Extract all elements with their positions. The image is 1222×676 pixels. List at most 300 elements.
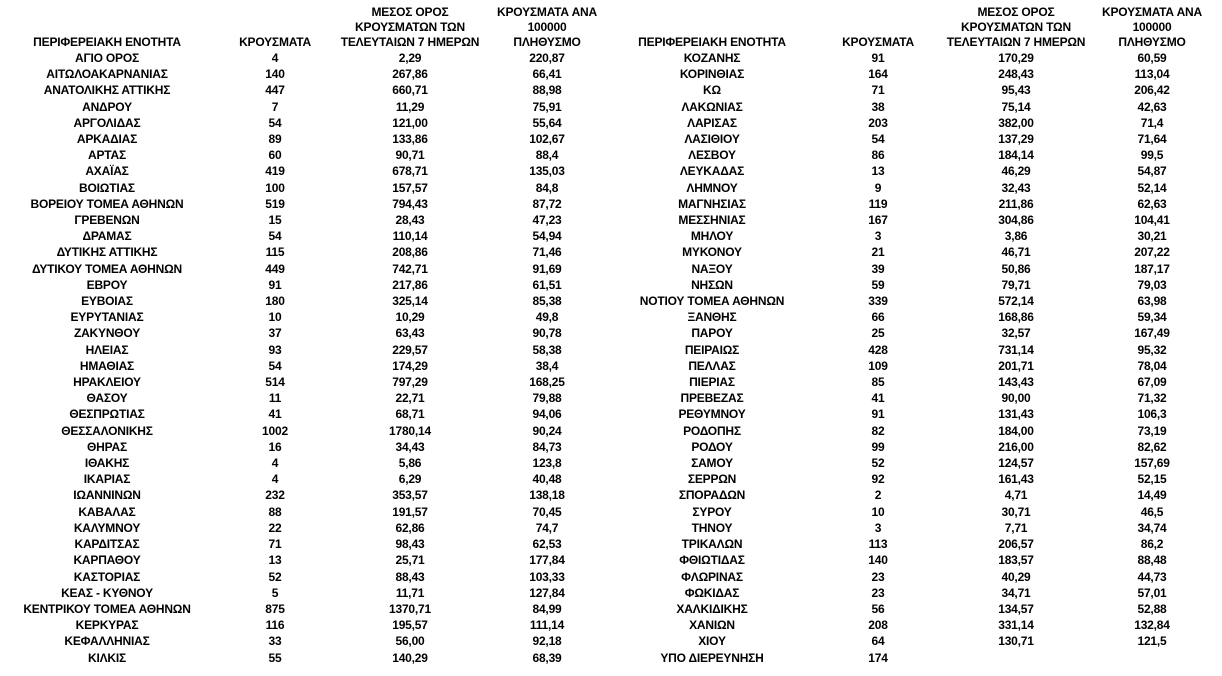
table-row [4, 244, 1218, 260]
left-per-100k-cell: 66,41 [532, 67, 562, 82]
right-per-100k-cell: 62,63 [1137, 196, 1167, 211]
left-region-cell: ΚΑΣΤΟΡΙΑΣ [73, 569, 141, 584]
left-cases-cell: 89 [268, 132, 282, 147]
left-region-cell: ΑΡΚΑΔΙΑΣ [76, 132, 138, 147]
right-cases-cell: 2 [874, 488, 882, 503]
right-cases-cell: 86 [871, 148, 885, 163]
table-row [4, 569, 1218, 585]
table-row [4, 536, 1218, 552]
right-avg-7day-cell: 3,86 [1004, 229, 1028, 244]
left-avg-7day-cell: 90,71 [395, 148, 425, 163]
right-region-cell: ΜΑΓΝΗΣΙΑΣ [678, 196, 746, 211]
table-row [4, 261, 1218, 277]
right-region-cell: ΡΕΘΥΜΝΟΥ [678, 407, 746, 422]
left-avg-7day-cell: 157,57 [392, 180, 428, 195]
table-row [4, 66, 1218, 82]
right-cases-cell: 38 [871, 99, 885, 114]
table-row [4, 212, 1218, 228]
table-row [4, 196, 1218, 212]
table-row [4, 115, 1218, 131]
right-cases-cell: 109 [868, 358, 888, 373]
right-region-cell: ΝΗΣΩΝ [691, 277, 733, 292]
left-avg-7day-cell: 25,71 [395, 553, 425, 568]
left-region-cell: ΑΡΓΟΛΙΔΑΣ [73, 115, 141, 130]
right-region-cell: ΦΘΙΩΤΙΔΑΣ [679, 553, 745, 568]
right-avg-7day-cell: 50,86 [1001, 261, 1031, 276]
left-region-cell: ΚΑΛΥΜΝΟΥ [73, 520, 141, 535]
right-per-100k-cell: 121,5 [1137, 634, 1167, 649]
right-region-cell: ΣΥΡΟΥ [692, 504, 732, 519]
right-avg-7day-cell: 143,43 [998, 375, 1034, 390]
right-region-cell: ΞΑΝΘΗΣ [687, 310, 737, 325]
table-row [4, 342, 1218, 358]
left-avg-7day-cell: 140,29 [392, 650, 428, 665]
left-region-cell: ΚΕΝΤΡΙΚΟΥ ΤΟΜΕΑ ΑΘΗΝΩΝ [23, 601, 191, 616]
right-per-100k-cell: 206,42 [1134, 83, 1170, 98]
right-avg-7day-cell: 331,14 [998, 618, 1034, 633]
left-cases-cell: 100 [265, 180, 285, 195]
left-per-100k-cell: 220,87 [529, 51, 565, 65]
right-region-cell: ΥΠΟ ΔΙΕΡΕΥΝΗΣΗ [660, 650, 764, 665]
right-region-cell: ΜΗΛΟΥ [690, 229, 734, 244]
right-per-100k-cell: 30,21 [1137, 229, 1167, 244]
right-cases-cell: 174 [868, 650, 888, 665]
left-cases-cell: 91 [268, 277, 282, 292]
left-per-100k-cell: 40,48 [532, 472, 562, 487]
right-cases-cell: 59 [871, 277, 885, 292]
right-per-100k-cell: 73,19 [1137, 423, 1167, 438]
right-per-100k-cell: 86,2 [1140, 537, 1164, 552]
right-avg-7day-cell: 34,71 [1001, 585, 1031, 600]
right-avg-7day-cell: 731,14 [998, 342, 1034, 357]
left-region-cell: ΑΓΙΟ ΟΡΟΣ [75, 51, 139, 65]
left-avg-7day-cell: 208,86 [392, 245, 428, 260]
left-avg-7day-cell: 110,14 [392, 229, 428, 244]
table-row [4, 309, 1218, 325]
left-region-cell: ΓΡΕΒΕΝΩΝ [74, 213, 140, 228]
left-region-cell: ΖΑΚΥΝΘΟΥ [73, 326, 141, 341]
right-per-100k-cell: 52,15 [1137, 472, 1167, 487]
table-row [4, 406, 1218, 422]
right-region-cell: ΚΩ [703, 83, 721, 98]
left-region-cell: ΔΥΤΙΚΟΥ ΤΟΜΕΑ ΑΘΗΝΩΝ [32, 261, 182, 276]
right-cases-cell: 13 [871, 164, 885, 179]
left-avg-7day-cell: 6,29 [398, 472, 422, 487]
right-avg-7day-cell: 90,00 [1001, 391, 1031, 406]
right-cases-cell: 113 [868, 537, 888, 552]
right-region-cell: ΧΑΛΚΙΔΙΚΗΣ [676, 601, 748, 616]
left-avg-7day-cell: 22,71 [395, 391, 425, 406]
right-avg-7day-cell: 382,00 [998, 115, 1034, 130]
left-per-100k-cell: 75,91 [532, 99, 562, 114]
left-avg-7day-cell: 11,71 [395, 585, 425, 600]
right-cases-cell: 66 [871, 310, 885, 325]
left-per-100k-cell: 102,67 [529, 132, 565, 147]
right-per-100k-cell: 52,88 [1137, 601, 1167, 616]
right-per-100k-cell: 157,69 [1134, 456, 1170, 471]
left-cases-cell: 115 [265, 245, 285, 260]
table-row [4, 471, 1218, 487]
table-row [4, 147, 1218, 163]
right-cases-cell: 91 [871, 407, 885, 422]
right-region-cell: ΧΑΝΙΩΝ [689, 618, 735, 633]
right-per-100k-cell: 82,62 [1137, 439, 1167, 454]
left-cases-cell: 60 [268, 148, 282, 163]
right-avg-7day-cell: 168,86 [998, 310, 1034, 325]
left-cases-cell: 13 [268, 553, 282, 568]
left-region-cell: ΑΡΤΑΣ [88, 148, 126, 163]
right-region-cell: ΧΙΟΥ [698, 634, 726, 649]
left-per-100k-cell: 84,99 [532, 601, 562, 616]
right-region-cell: ΛΑΚΩΝΙΑΣ [681, 99, 743, 114]
right-avg-7day-cell: 95,43 [1001, 83, 1031, 98]
left-cases-cell: 7 [271, 99, 279, 114]
right-per-100k-cell: 42,63 [1137, 99, 1167, 114]
left-per-100k-cell: 84,73 [532, 439, 562, 454]
right-avg-7day-cell: 304,86 [998, 213, 1034, 228]
left-region-cell: ΑΧΑΪΑΣ [85, 164, 129, 179]
left-per-100k-cell: 47,23 [532, 213, 562, 228]
left-avg-7day-cell: 195,57 [392, 618, 428, 633]
right-region-cell: ΤΡΙΚΑΛΩΝ [681, 537, 743, 552]
right-per-100k-cell: 67,09 [1137, 375, 1167, 390]
left-cases-cell: 22 [268, 520, 282, 535]
left-region-cell: ΘΕΣΣΑΛΟΝΙΚΗΣ [61, 423, 153, 438]
left-region-cell: ΔΥΤΙΚΗΣ ΑΤΤΙΚΗΣ [56, 245, 158, 260]
left-avg-7day-cell: 34,43 [395, 439, 425, 454]
left-cases-cell: 447 [265, 83, 285, 98]
left-per-100k-cell: 49,8 [535, 310, 559, 325]
left-cases-cell: 11 [268, 391, 282, 406]
right-per-100k-cell: 79,03 [1137, 277, 1167, 292]
left-cases-cell: 10 [268, 310, 282, 325]
header-per100k-right: ΚΡΟΥΣΜΑΤΑ ΑΝΑ 100000 ΠΛΗΘΥΣΜΟ [1102, 5, 1202, 49]
left-per-100k-cell: 58,38 [532, 342, 562, 357]
right-avg-7day-cell: 124,57 [998, 456, 1034, 471]
table-row [4, 131, 1218, 147]
table-row [4, 617, 1218, 633]
left-per-100k-cell: 74,7 [535, 520, 559, 535]
right-cases-cell: 56 [871, 601, 885, 616]
left-avg-7day-cell: 88,43 [395, 569, 425, 584]
left-region-cell: ΚΑΡΔΙΤΣΑΣ [74, 537, 140, 552]
right-avg-7day-cell: 211,86 [998, 196, 1034, 211]
right-avg-7day-cell: 4,71 [1004, 488, 1028, 503]
left-per-100k-cell: 92,18 [532, 634, 562, 649]
left-cases-cell: 71 [268, 537, 282, 552]
table-row [4, 601, 1218, 617]
left-region-cell: ΙΘΑΚΗΣ [84, 456, 130, 471]
right-cases-cell: 54 [871, 132, 885, 147]
left-per-100k-cell: 62,53 [532, 537, 562, 552]
left-region-cell: ΗΜΑΘΙΑΣ [79, 358, 135, 373]
right-avg-7day-cell: 134,57 [998, 601, 1034, 616]
left-cases-cell: 37 [268, 326, 282, 341]
right-avg-7day-cell: 184,00 [998, 423, 1034, 438]
left-region-cell: ΒΟΡΕΙΟΥ ΤΟΜΕΑ ΑΘΗΝΩΝ [30, 196, 184, 211]
right-region-cell: ΦΩΚΙΔΑΣ [684, 585, 740, 600]
left-region-cell: ΘΗΡΑΣ [87, 439, 127, 454]
left-per-100k-cell: 55,64 [532, 115, 562, 130]
left-region-cell: ΘΕΣΠΡΩΤΙΑΣ [69, 407, 145, 422]
right-per-100k-cell: 54,87 [1137, 164, 1167, 179]
right-cases-cell: 140 [868, 553, 888, 568]
right-region-cell: ΣΠΟΡΑΔΩΝ [678, 488, 746, 503]
right-region-cell: ΣΕΡΡΩΝ [687, 472, 737, 487]
header-avg-left: ΜΕΣΟΣ ΟΡΟΣ ΚΡΟΥΣΜΑΤΩΝ ΤΩΝ ΤΕΛΕΥΤΑΙΩΝ 7 ΗΜΕΡΩΝ [340, 5, 480, 49]
table-row [4, 520, 1218, 536]
right-region-cell: ΠΕΙΡΑΙΩΣ [684, 342, 740, 357]
left-per-100k-cell: 68,39 [532, 650, 562, 665]
right-cases-cell: 64 [871, 634, 885, 649]
right-avg-7day-cell: 79,71 [1001, 277, 1031, 292]
right-per-100k-cell: 44,73 [1137, 569, 1167, 584]
left-cases-cell: 140 [265, 67, 285, 82]
table-row [4, 325, 1218, 341]
left-region-cell: ΙΩΑΝΝΙΝΩΝ [73, 488, 141, 503]
right-cases-cell: 39 [871, 261, 885, 276]
left-per-100k-cell: 177,84 [529, 553, 565, 568]
left-per-100k-cell: 111,14 [529, 618, 565, 633]
right-region-cell: ΛΑΣΙΘΙΟΥ [684, 132, 740, 147]
table-row [4, 650, 1218, 666]
left-per-100k-cell: 79,88 [532, 391, 562, 406]
right-avg-7day-cell: 32,43 [1001, 180, 1031, 195]
left-cases-cell: 41 [268, 407, 282, 422]
right-region-cell: ΝΑΞΟΥ [691, 261, 733, 276]
left-cases-cell: 449 [265, 261, 285, 276]
left-cases-cell: 4 [271, 51, 279, 65]
left-per-100k-cell: 88,98 [532, 83, 562, 98]
right-per-100k-cell: 88,48 [1137, 553, 1167, 568]
right-per-100k-cell: 46,5 [1140, 504, 1164, 519]
left-avg-7day-cell: 678,71 [392, 164, 428, 179]
left-avg-7day-cell: 98,43 [395, 537, 425, 552]
header-cases-right: ΚΡΟΥΣΜΑΤΑ [842, 35, 914, 49]
right-region-cell: ΠΡΕΒΕΖΑΣ [680, 391, 744, 406]
table-row [4, 487, 1218, 503]
left-avg-7day-cell: 28,43 [395, 213, 425, 228]
left-cases-cell: 5 [271, 585, 279, 600]
right-per-100k-cell: 71,32 [1137, 391, 1167, 406]
right-avg-7day-cell: 75,14 [1001, 99, 1031, 114]
right-cases-cell: 85 [871, 375, 885, 390]
right-region-cell: ΛΕΣΒΟΥ [688, 148, 736, 163]
right-cases-cell: 92 [871, 472, 885, 487]
left-region-cell: ΘΑΣΟΥ [86, 391, 128, 406]
left-region-cell: ΔΡΑΜΑΣ [82, 229, 132, 244]
left-avg-7day-cell: 353,57 [392, 488, 428, 503]
right-per-100k-cell: 106,3 [1137, 407, 1167, 422]
table-row [4, 455, 1218, 471]
right-cases-cell: 99 [871, 439, 885, 454]
left-cases-cell: 54 [268, 229, 282, 244]
right-per-100k-cell: 52,14 [1137, 180, 1167, 195]
table-row [4, 390, 1218, 406]
right-region-cell: ΤΗΝΟΥ [691, 520, 733, 535]
left-per-100k-cell: 71,46 [532, 245, 562, 260]
left-avg-7day-cell: 174,29 [392, 358, 428, 373]
table-row [4, 439, 1218, 455]
left-per-100k-cell: 90,24 [532, 423, 562, 438]
left-cases-cell: 88 [268, 504, 282, 519]
left-cases-cell: 875 [265, 601, 285, 616]
left-avg-7day-cell: 1780,14 [389, 423, 431, 438]
right-cases-cell: 23 [871, 569, 885, 584]
left-per-100k-cell: 168,25 [529, 375, 565, 390]
right-per-100k-cell: 60,59 [1137, 51, 1167, 65]
left-cases-cell: 54 [268, 358, 282, 373]
table-row [4, 228, 1218, 244]
right-avg-7day-cell: 137,29 [998, 132, 1034, 147]
left-region-cell: ΑΝΔΡΟΥ [82, 99, 132, 114]
table-row [4, 374, 1218, 390]
right-avg-7day-cell: 216,00 [998, 439, 1034, 454]
left-avg-7day-cell: 2,29 [398, 51, 422, 65]
right-region-cell: ΝΟΤΙΟΥ ΤΟΜΕΑ ΑΘΗΝΩΝ [639, 294, 785, 309]
right-per-100k-cell: 14,49 [1137, 488, 1167, 503]
left-avg-7day-cell: 56,00 [395, 634, 425, 649]
left-per-100k-cell: 91,69 [532, 261, 562, 276]
left-region-cell: ΒΟΙΩΤΙΑΣ [79, 180, 135, 195]
left-avg-7day-cell: 10,29 [395, 310, 425, 325]
left-per-100k-cell: 54,94 [532, 229, 562, 244]
table-row [4, 585, 1218, 601]
right-per-100k-cell: 34,74 [1137, 520, 1167, 535]
right-avg-7day-cell: 32,57 [1001, 326, 1031, 341]
table-row [4, 50, 1218, 66]
table-row [4, 180, 1218, 196]
left-region-cell: ΑΝΑΤΟΛΙΚΗΣ ΑΤΤΙΚΗΣ [43, 83, 171, 98]
table-row [4, 504, 1218, 520]
table-row [4, 423, 1218, 439]
right-cases-cell: 91 [871, 51, 885, 65]
left-cases-cell: 55 [268, 650, 282, 665]
right-cases-cell: 164 [868, 67, 888, 82]
left-cases-cell: 419 [265, 164, 285, 179]
right-avg-7day-cell: 131,43 [998, 407, 1034, 422]
left-avg-7day-cell: 63,43 [395, 326, 425, 341]
right-region-cell: ΜΕΣΣΗΝΙΑΣ [678, 213, 746, 228]
right-avg-7day-cell: 206,57 [998, 537, 1034, 552]
right-cases-cell: 203 [868, 115, 888, 130]
left-cases-cell: 180 [265, 294, 285, 309]
left-region-cell: ΕΒΡΟΥ [86, 277, 128, 292]
left-per-100k-cell: 138,18 [529, 488, 565, 503]
right-avg-7day-cell: 572,14 [998, 294, 1034, 309]
right-avg-7day-cell: 184,14 [998, 148, 1034, 163]
left-region-cell: ΚΑΒΑΛΑΣ [78, 504, 136, 519]
left-region-cell: ΑΙΤΩΛΟΑΚΑΡΝΑΝΙΑΣ [46, 67, 168, 82]
right-per-100k-cell: 187,17 [1134, 261, 1170, 276]
right-region-cell: ΚΟΖΑΝΗΣ [683, 51, 741, 65]
left-avg-7day-cell: 742,71 [392, 261, 428, 276]
right-cases-cell: 208 [868, 618, 888, 633]
left-cases-cell: 514 [265, 375, 285, 390]
left-per-100k-cell: 103,33 [529, 569, 565, 584]
left-per-100k-cell: 84,8 [535, 180, 559, 195]
left-avg-7day-cell: 797,29 [392, 375, 428, 390]
right-per-100k-cell: 104,41 [1134, 213, 1170, 228]
right-cases-cell: 25 [871, 326, 885, 341]
left-cases-cell: 16 [268, 439, 282, 454]
left-per-100k-cell: 85,38 [532, 294, 562, 309]
left-cases-cell: 52 [268, 569, 282, 584]
right-avg-7day-cell: 183,57 [998, 553, 1034, 568]
left-cases-cell: 4 [271, 472, 279, 487]
right-cases-cell: 71 [871, 83, 885, 98]
right-cases-cell: 21 [871, 245, 885, 260]
table-row [4, 633, 1218, 649]
right-avg-7day-cell: 161,43 [998, 472, 1034, 487]
left-region-cell: ΙΚΑΡΙΑΣ [83, 472, 131, 487]
left-region-cell: ΕΥΡΥΤΑΝΙΑΣ [70, 310, 144, 325]
left-per-100k-cell: 87,72 [532, 196, 562, 211]
right-region-cell: ΠΙΕΡΙΑΣ [689, 375, 735, 390]
left-per-100k-cell: 123,8 [532, 456, 562, 471]
right-avg-7day-cell: 130,71 [998, 634, 1034, 649]
left-avg-7day-cell: 325,14 [392, 294, 428, 309]
left-avg-7day-cell: 267,86 [392, 67, 428, 82]
right-per-100k-cell: 57,01 [1137, 585, 1167, 600]
left-per-100k-cell: 70,45 [532, 504, 562, 519]
left-region-cell: ΚΑΡΠΑΘΟΥ [73, 553, 141, 568]
header-row [4, 2, 1218, 50]
right-cases-cell: 10 [871, 504, 885, 519]
left-avg-7day-cell: 1370,71 [389, 601, 431, 616]
table-row [4, 358, 1218, 374]
right-cases-cell: 339 [868, 294, 888, 309]
table-row [4, 163, 1218, 179]
regional-cases-table [4, 2, 1218, 666]
header-region-left: ΠΕΡΙΦΕΡΕΙΑΚΗ ΕΝΟΤΗΤΑ [33, 35, 181, 49]
left-cases-cell: 93 [268, 342, 282, 357]
left-region-cell: ΚΙΛΚΙΣ [87, 650, 126, 665]
left-per-100k-cell: 38,4 [535, 358, 559, 373]
header-per100k-left: ΚΡΟΥΣΜΑΤΑ ΑΝΑ 100000 ΠΛΗΘΥΣΜΟ [497, 5, 597, 49]
right-cases-cell: 82 [871, 423, 885, 438]
right-region-cell: ΛΑΡΙΣΑΣ [687, 115, 737, 130]
table-row [4, 99, 1218, 115]
left-avg-7day-cell: 68,71 [395, 407, 425, 422]
right-cases-cell: 3 [874, 520, 882, 535]
right-avg-7day-cell: 40,29 [1001, 569, 1031, 584]
left-avg-7day-cell: 5,86 [398, 456, 422, 471]
right-per-100k-cell: 113,04 [1134, 67, 1170, 82]
right-avg-7day-cell: 248,43 [998, 67, 1034, 82]
left-avg-7day-cell: 660,71 [392, 83, 428, 98]
right-per-100k-cell [1086, 650, 1218, 666]
left-region-cell: ΚΕΑΣ - ΚΥΘΝΟΥ [61, 585, 153, 600]
right-per-100k-cell: 78,04 [1137, 358, 1167, 373]
left-region-cell: ΕΥΒΟΙΑΣ [81, 294, 133, 309]
right-cases-cell: 52 [871, 456, 885, 471]
right-avg-7day-cell: 46,29 [1001, 164, 1031, 179]
left-cases-cell: 54 [268, 115, 282, 130]
left-cases-cell: 232 [265, 488, 285, 503]
left-avg-7day-cell: 191,57 [392, 504, 428, 519]
right-per-100k-cell: 71,64 [1137, 132, 1167, 147]
left-avg-7day-cell: 133,86 [392, 132, 428, 147]
right-cases-cell: 428 [868, 342, 888, 357]
right-avg-7day-cell: 7,71 [1004, 520, 1028, 535]
right-avg-7day-cell: 30,71 [1001, 504, 1031, 519]
left-avg-7day-cell: 794,43 [392, 196, 428, 211]
right-region-cell: ΛΕΥΚΑΔΑΣ [679, 164, 745, 179]
left-region-cell: ΚΕΦΑΛΛΗΝΙΑΣ [64, 634, 150, 649]
left-avg-7day-cell: 62,86 [395, 520, 425, 535]
right-per-100k-cell: 63,98 [1137, 294, 1167, 309]
